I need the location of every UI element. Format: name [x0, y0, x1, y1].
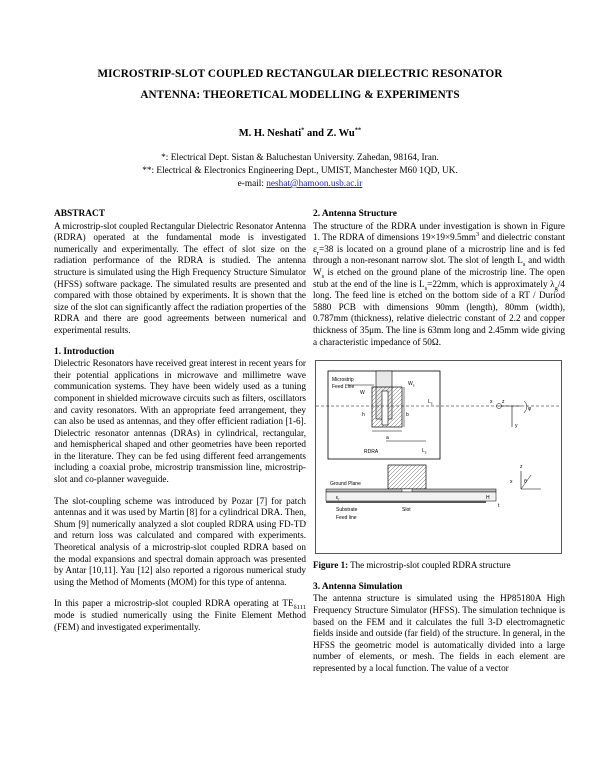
substrate: [326, 492, 496, 501]
coupling-slot: [382, 391, 388, 425]
paper-title-line-1: MICROSTRIP-SLOT COUPLED RECTANGULAR DIELECTRIC RESONATOR: [97, 68, 503, 80]
label-h: h: [362, 412, 365, 419]
author-1: M. H. Neshati: [238, 128, 302, 139]
affiliation-1: *: Electrical Dept. Sistan & Baluchestan University. Zahedan, 98164, Iran.: [161, 153, 439, 163]
introduction-paragraph-1: Dielectric Resonators have received great interest in recent years for their potential applications in microwave and millimetre wave communication systems. They have been widely used as a tuning component in shielded microwave circuits such as filters, oscillators and cavity resonators. With an appropriate feed arrangement, they can also be used as antennas, and they offer efficient radiation [1-6]. Dielectric resonator antennas (DRAs) in cylindrical, rectangular, and hemispherical shaped and other geometries have been reported in the literature. They can be fed using different feed arrangements including a coaxial probe, microstrip transmission line, microstrip-slot and co-planner waveguide.: [54, 358, 306, 485]
label-H: H: [486, 495, 490, 502]
feed-line-side: [326, 501, 486, 503]
label-feed-line-bottom: Feed line: [336, 515, 357, 522]
rdra-block-side: [388, 465, 426, 489]
label-x-top: x: [490, 399, 493, 406]
side-slot: [402, 489, 412, 492]
structure-text-3: =38 is located on a ground plane of a microstrip line and is fed through a non-resonant narrow slot. The slot of length L: [313, 243, 565, 266]
caption-label: Figure 1:: [313, 560, 349, 571]
label-ls-top: $L_s$: [428, 399, 433, 406]
paper-title-line-2: ANTENNA: THEORETICAL MODELLING & EXPERIMENTS: [140, 89, 460, 101]
label-z-side: z: [520, 464, 523, 471]
abstract-heading: ABSTRACT: [54, 209, 106, 219]
side-view: [326, 465, 500, 521]
structure-sub-s2: s: [321, 272, 325, 280]
structure-sup-3: 3: [475, 231, 480, 239]
label-ground-plane: Ground Plane: [330, 481, 361, 488]
structure-text-1: The structure of the RDRA under investigation is shown in Figure 1. The RDRA of dimensions 19×19×9.5mm: [313, 220, 565, 243]
label-microstrip: Microstrip: [332, 377, 354, 384]
top-axes: [490, 399, 532, 429]
email-label: e-mail:: [237, 179, 267, 189]
label-rdra: RDRA: [364, 449, 379, 456]
email-line: [40, 179, 560, 189]
structure-text-7: /4 long. The feed line is etched on the bottom side of a RT / Duriod 5880 PCB with dimensions 90mm (length), 80mm (width), 0.787mm (thickness), relative dielectric constant of 2.2 and copper thickness of 35μm. The line is 63mm long and 2.45mm wide giving a characteristic impedance of 50Ω.: [313, 278, 565, 347]
figure-caption: [313, 560, 565, 572]
structure-text-6: =22mm, which is approximately λ: [427, 278, 555, 289]
rdra-structure-figure: [315, 360, 562, 554]
author-conjunction: and: [304, 128, 327, 139]
introduction-paragraph-3: [54, 598, 306, 633]
author-1-mark: *: [301, 126, 305, 134]
affiliation-2: **: Electrical & Electronics Engineering Dept., UMIST, Manchester M60 1QD, UK.: [142, 166, 458, 176]
structure-sub-g: g: [554, 284, 558, 292]
label-er: $\varepsilon_r$: [336, 495, 340, 502]
antenna-structure-heading: 2. Antenna Structure: [313, 209, 397, 219]
label-feed-line-top: Feed Line: [332, 384, 355, 391]
label-a: a: [386, 435, 389, 442]
antenna-simulation-heading: 3. Antenna Simulation: [313, 581, 403, 592]
structure-text-2: and dielectric constant ε: [313, 232, 565, 254]
left-column: [54, 209, 306, 643]
introduction-paragraph-2: The slot-coupling scheme was introduced by Pozar [7] for patch antennas and it was used by Martin [8] for a cylindrical DRA. Then, Shum [9] numerically analyzed a slot coupled RDRA using FD-TD and return loss was calculated and compared with experiments. Theoretical analysis of a microstrip-slot coupled RDRA based on the modal expansions and spectral domain approach was presented by Antar [10,11]. Yau [12] also reported a rigorous numerical study using the Method of Moments (MOM) for this type of antenna.: [54, 495, 306, 587]
label-t: t: [498, 503, 500, 510]
antenna-simulation-paragraph: The antenna structure is simulated using the HP85180A High Frequency Structure Simulator (HFSS). The simulation technique is based on the FEM and it calculates the full 3-D electromagnetic fields inside and outside (far field) of the structure. In general, in the HFSS the geometric model is automatically divided into a large number of elements, or mesh. The fields in each element are represented by a local function. The value of a vector: [313, 593, 565, 673]
label-ls-bottom: $L_s$: [422, 448, 427, 455]
caption-text: The microstrip-slot coupled RDRA structure: [348, 560, 511, 571]
structure-text-4: and width W: [313, 255, 565, 277]
structure-text-5: is etched on the ground plane of the microstrip line. The open stub at the end of the line is L: [313, 266, 565, 289]
intro-p3-text-b: mode is studied numerically using the Finite Element Method (FEM) and investigated experimentally.: [54, 610, 306, 632]
author-2-mark: **: [354, 126, 362, 134]
intro-p3-mode-subscript: δ111: [293, 604, 306, 612]
intro-p3-text-a: In this paper a microstrip-slot coupled RDRA operating at TE: [54, 598, 294, 609]
abstract-text: A microstrip-slot coupled Rectangular Dielectric Resonator Antenna (RDRA) operated at the fundamental mode is investigated numerically and experimentally. The effect of slot size on the radiation performance of the RDRA is studied. The antenna structure is simulated using the High Frequency Structure Simulator (HFSS) software package. The simulated results are presented and compared with those obtained by experiments. It is shown that the size of the slot can significantly affect the radiation properties of the RDRA and there are good agreements between numerical and experimental results.: [54, 220, 306, 335]
label-b: b: [406, 412, 409, 419]
introduction-heading: 1. Introduction: [54, 346, 115, 357]
phi-arc: [524, 401, 527, 413]
author-2: Z. Wu: [326, 128, 355, 139]
label-phi: φ: [528, 406, 532, 413]
antenna-structure-paragraph: [313, 221, 565, 349]
structure-sub-s3: s: [424, 284, 428, 292]
structure-sub-s1: s: [522, 261, 526, 269]
label-theta: θ: [524, 479, 527, 486]
label-x-side: x: [510, 479, 513, 486]
authors: [40, 128, 560, 139]
label-ws: $W_s$: [408, 381, 415, 388]
label-slot: Slot: [402, 507, 411, 514]
label-w: W: [360, 390, 365, 397]
label-y: y: [515, 423, 518, 430]
email-link[interactable]: neshat@hamoon.usb.ac.ir: [266, 179, 363, 189]
right-column: [313, 209, 565, 684]
label-substrate: Substrate: [336, 507, 358, 514]
structure-sub-r: r: [316, 249, 320, 257]
label-z-top: z: [502, 399, 505, 406]
side-axes: [510, 464, 541, 489]
top-view: [316, 371, 561, 459]
